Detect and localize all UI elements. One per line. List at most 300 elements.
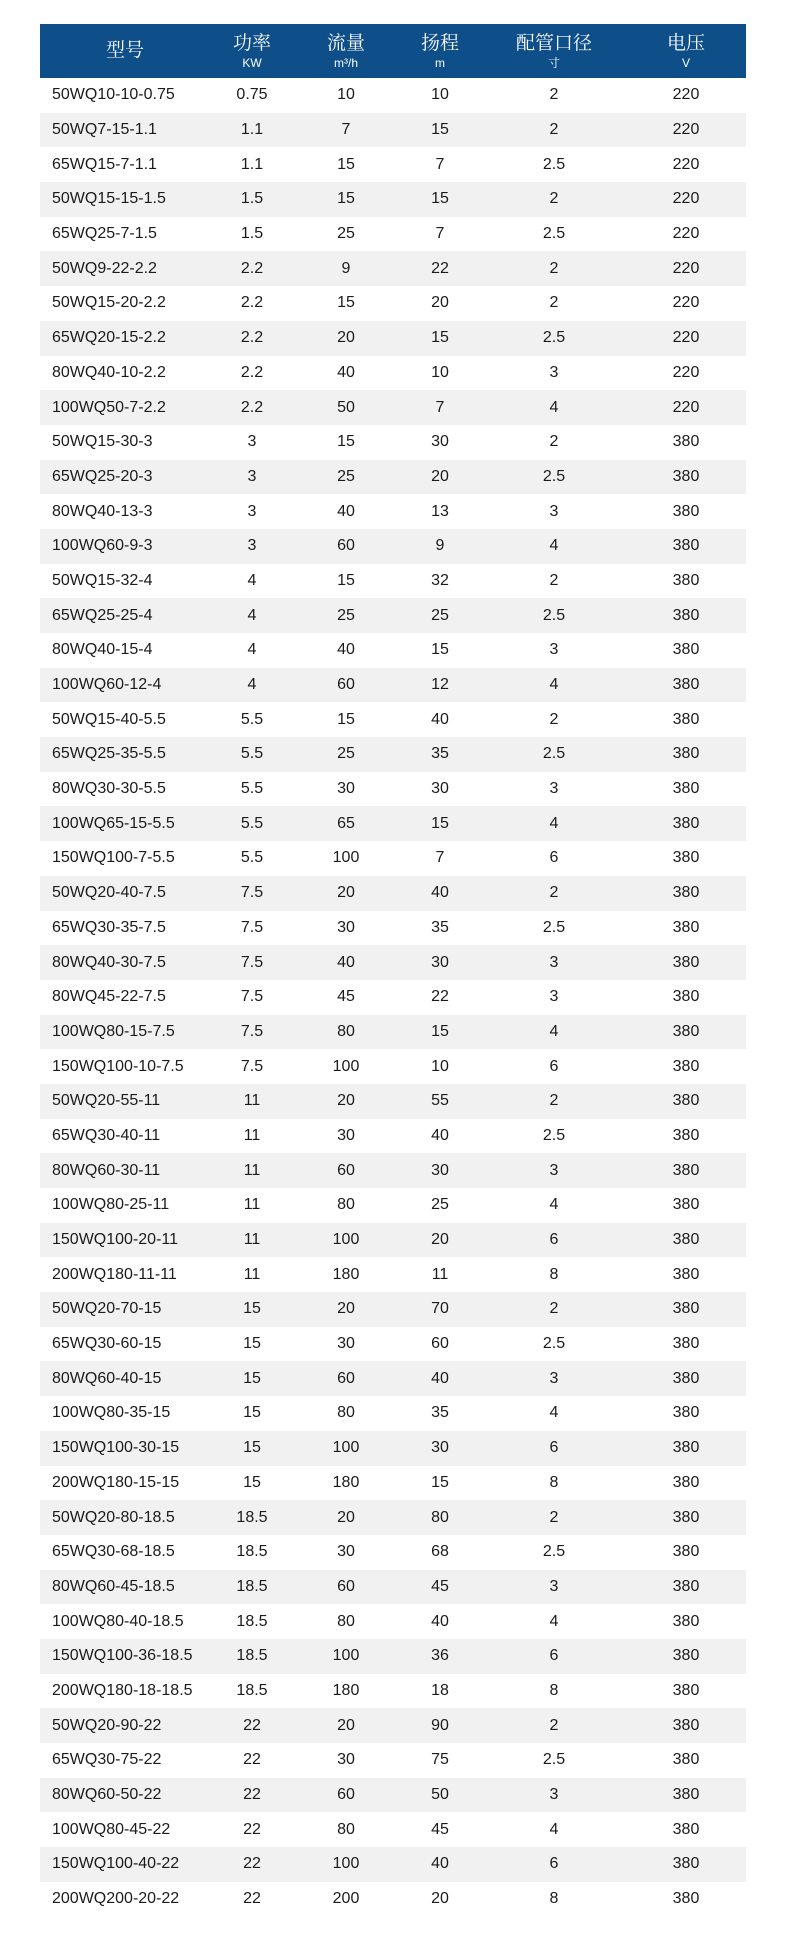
- model-cell: 50WQ20-90-22: [52, 1716, 162, 1734]
- power-cell: 7.5: [240, 918, 264, 936]
- pipe-size-cell: 3: [549, 502, 559, 520]
- pipe-size-cell: 4: [549, 1022, 559, 1040]
- header-head: [398, 24, 482, 78]
- power-cell: 5.5: [240, 814, 264, 832]
- table-row: [40, 841, 746, 876]
- model-cell: 65WQ30-68-18.5: [52, 1543, 175, 1561]
- power-cell: 11: [243, 1265, 261, 1283]
- power-cell: 11: [243, 1196, 261, 1214]
- header-power: [210, 24, 294, 78]
- head-cell: 7: [435, 225, 445, 243]
- voltage-cell: 380: [672, 1439, 700, 1457]
- flow-cell: 30: [337, 1543, 355, 1561]
- table-row: [40, 737, 746, 772]
- power-cell: 22: [243, 1786, 261, 1804]
- head-cell: 7: [435, 849, 445, 867]
- pipe-size-cell: 2: [549, 259, 559, 277]
- power-cell: 18.5: [236, 1612, 268, 1630]
- model-cell: 50WQ20-70-15: [52, 1300, 162, 1318]
- flow-cell: 7: [341, 121, 351, 139]
- voltage-cell: 380: [672, 1231, 700, 1249]
- model-cell: 100WQ80-15-7.5: [52, 1022, 175, 1040]
- pipe-size-cell: 6: [549, 849, 559, 867]
- voltage-cell: 220: [672, 225, 700, 243]
- table-row: [40, 1119, 746, 1154]
- head-cell: 13: [431, 502, 449, 520]
- flow-cell: 20: [337, 1300, 355, 1318]
- flow-cell: 40: [337, 641, 355, 659]
- flow-cell: 10: [337, 86, 355, 104]
- pipe-size-cell: 3: [549, 641, 559, 659]
- head-cell: 15: [431, 641, 449, 659]
- table-row: [40, 1708, 746, 1743]
- power-cell: 22: [243, 1855, 261, 1873]
- table-row: [40, 1015, 746, 1050]
- pipe-size-cell: 2: [549, 294, 559, 312]
- flow-cell: 25: [337, 745, 355, 763]
- power-cell: 4: [247, 676, 257, 694]
- voltage-cell: 380: [672, 710, 700, 728]
- head-cell: 35: [431, 918, 449, 936]
- pipe-size-cell: 8: [549, 1265, 559, 1283]
- head-cell: 15: [431, 121, 449, 139]
- voltage-cell: 380: [672, 1404, 700, 1422]
- power-cell: 4: [247, 606, 257, 624]
- voltage-cell: 380: [672, 1508, 700, 1526]
- model-cell: 200WQ200-20-22: [52, 1890, 180, 1908]
- table-row: [40, 1674, 746, 1709]
- voltage-cell: 380: [672, 571, 700, 589]
- table-row: [40, 1778, 746, 1813]
- flow-cell: 25: [337, 225, 355, 243]
- voltage-cell: 380: [672, 502, 700, 520]
- voltage-cell: 380: [672, 780, 700, 798]
- table-row: [40, 668, 746, 703]
- pipe-size-cell: 2.5: [542, 1126, 566, 1144]
- power-cell: 3: [247, 502, 257, 520]
- model-cell: 65WQ30-40-11: [52, 1126, 161, 1144]
- model-cell: 80WQ40-15-4: [52, 641, 153, 659]
- voltage-cell: 380: [672, 918, 700, 936]
- power-cell: 18.5: [236, 1508, 268, 1526]
- head-cell: 30: [431, 433, 449, 451]
- model-cell: 50WQ9-22-2.2: [52, 259, 157, 277]
- table-row: [40, 1639, 746, 1674]
- head-cell: 90: [431, 1716, 449, 1734]
- model-cell: 80WQ60-40-15: [52, 1369, 162, 1387]
- power-cell: 5.5: [240, 745, 264, 763]
- table-row: [40, 113, 746, 148]
- table-body: [40, 78, 746, 1916]
- power-cell: 15: [243, 1369, 261, 1387]
- table-row: [40, 529, 746, 564]
- head-cell: 15: [431, 1022, 449, 1040]
- power-cell: 4: [247, 641, 257, 659]
- voltage-cell: 380: [672, 1716, 700, 1734]
- voltage-cell: 380: [672, 1126, 700, 1144]
- head-cell: 40: [431, 710, 449, 728]
- flow-cell: 180: [332, 1681, 360, 1699]
- header-head-unit: m: [435, 55, 445, 70]
- head-cell: 40: [431, 884, 449, 902]
- head-cell: 20: [431, 467, 449, 485]
- model-cell: 80WQ60-50-22: [52, 1786, 162, 1804]
- table-row: [40, 1570, 746, 1605]
- voltage-cell: 380: [672, 849, 700, 867]
- model-cell: 80WQ45-22-7.5: [52, 988, 166, 1006]
- head-cell: 25: [431, 606, 449, 624]
- table-row: [40, 1604, 746, 1639]
- voltage-cell: 380: [672, 1335, 700, 1353]
- head-cell: 75: [431, 1751, 449, 1769]
- flow-cell: 20: [337, 1716, 355, 1734]
- voltage-cell: 220: [672, 259, 700, 277]
- table-row: [40, 1535, 746, 1570]
- voltage-cell: 220: [672, 155, 700, 173]
- power-cell: 22: [243, 1820, 261, 1838]
- flow-cell: 80: [337, 1404, 355, 1422]
- voltage-cell: 220: [672, 329, 700, 347]
- table-row: [40, 425, 746, 460]
- flow-cell: 100: [332, 1231, 360, 1249]
- model-cell: 150WQ100-7-5.5: [52, 849, 175, 867]
- flow-cell: 60: [337, 1161, 355, 1179]
- head-cell: 18: [431, 1681, 449, 1699]
- pipe-size-cell: 4: [549, 814, 559, 832]
- table-row: [40, 1743, 746, 1778]
- voltage-cell: 380: [672, 814, 700, 832]
- pipe-size-cell: 2.5: [542, 1335, 566, 1353]
- voltage-cell: 220: [672, 121, 700, 139]
- model-cell: 100WQ80-35-15: [52, 1404, 171, 1422]
- head-cell: 22: [431, 988, 449, 1006]
- head-cell: 50: [431, 1786, 449, 1804]
- pipe-size-cell: 4: [549, 1404, 559, 1422]
- voltage-cell: 380: [672, 1092, 700, 1110]
- model-cell: 200WQ180-15-15: [52, 1473, 180, 1491]
- voltage-cell: 380: [672, 1681, 700, 1699]
- flow-cell: 60: [337, 676, 355, 694]
- model-cell: 80WQ60-30-11: [52, 1161, 161, 1179]
- pipe-size-cell: 4: [549, 1196, 559, 1214]
- table-row: [40, 390, 746, 425]
- pipe-size-cell: 2.5: [542, 918, 566, 936]
- voltage-cell: 380: [672, 1647, 700, 1665]
- header-flow-unit: m³/h: [334, 55, 358, 70]
- pipe-size-cell: 3: [549, 780, 559, 798]
- power-cell: 2.2: [240, 259, 264, 277]
- voltage-cell: 220: [672, 190, 700, 208]
- model-cell: 150WQ100-40-22: [52, 1855, 180, 1873]
- pipe-size-cell: 2.5: [542, 155, 566, 173]
- table-row: [40, 1223, 746, 1258]
- voltage-cell: 380: [672, 1786, 700, 1804]
- flow-cell: 80: [337, 1022, 355, 1040]
- flow-cell: 60: [337, 1786, 355, 1804]
- pipe-size-cell: 6: [549, 1231, 559, 1249]
- voltage-cell: 380: [672, 1057, 700, 1075]
- power-cell: 15: [243, 1300, 261, 1318]
- model-cell: 65WQ20-15-2.2: [52, 329, 166, 347]
- power-cell: 15: [243, 1473, 261, 1491]
- model-cell: 50WQ15-30-3: [52, 433, 153, 451]
- voltage-cell: 380: [672, 537, 700, 555]
- voltage-cell: 380: [672, 884, 700, 902]
- table-row: [40, 251, 746, 286]
- table-row: [40, 1257, 746, 1292]
- head-cell: 30: [431, 780, 449, 798]
- model-cell: 100WQ50-7-2.2: [52, 398, 166, 416]
- pipe-size-cell: 8: [549, 1681, 559, 1699]
- head-cell: 36: [431, 1647, 449, 1665]
- pipe-size-cell: 3: [549, 1786, 559, 1804]
- head-cell: 20: [431, 1231, 449, 1249]
- power-cell: 11: [243, 1231, 261, 1249]
- flow-cell: 15: [337, 571, 355, 589]
- power-cell: 3: [247, 467, 257, 485]
- flow-cell: 30: [337, 1126, 355, 1144]
- voltage-cell: 380: [672, 1369, 700, 1387]
- head-cell: 10: [431, 86, 449, 104]
- voltage-cell: 380: [672, 1161, 700, 1179]
- model-cell: 50WQ7-15-1.1: [52, 121, 157, 139]
- model-cell: 100WQ80-45-22: [52, 1820, 171, 1838]
- pipe-size-cell: 3: [549, 1369, 559, 1387]
- table-row: [40, 598, 746, 633]
- power-cell: 3: [247, 433, 257, 451]
- head-cell: 80: [431, 1508, 449, 1526]
- power-cell: 22: [243, 1751, 261, 1769]
- table-row: [40, 633, 746, 668]
- table-row: [40, 945, 746, 980]
- voltage-cell: 380: [672, 433, 700, 451]
- flow-cell: 60: [337, 537, 355, 555]
- flow-cell: 15: [337, 433, 355, 451]
- table-row: [40, 321, 746, 356]
- model-cell: 50WQ10-10-0.75: [52, 86, 175, 104]
- head-cell: 7: [435, 155, 445, 173]
- pipe-size-cell: 6: [549, 1855, 559, 1873]
- pipe-size-cell: 2.5: [542, 1751, 566, 1769]
- header-pipe-label: 配管口径: [515, 32, 592, 54]
- pump-spec-table: [40, 24, 746, 1916]
- pipe-size-cell: 4: [549, 398, 559, 416]
- head-cell: 35: [431, 745, 449, 763]
- head-cell: 10: [431, 363, 449, 381]
- pipe-size-cell: 4: [549, 537, 559, 555]
- header-power-unit: KW: [242, 55, 262, 70]
- flow-cell: 15: [337, 190, 355, 208]
- voltage-cell: 380: [672, 1820, 700, 1838]
- model-cell: 65WQ30-60-15: [52, 1335, 162, 1353]
- power-cell: 18.5: [236, 1543, 268, 1561]
- voltage-cell: 380: [672, 1855, 700, 1873]
- pipe-size-cell: 2: [549, 1508, 559, 1526]
- flow-cell: 30: [337, 1751, 355, 1769]
- model-cell: 150WQ100-30-15: [52, 1439, 180, 1457]
- power-cell: 1.5: [240, 190, 264, 208]
- power-cell: 15: [243, 1335, 261, 1353]
- voltage-cell: 380: [672, 1612, 700, 1630]
- power-cell: 1.5: [240, 225, 264, 243]
- head-cell: 40: [431, 1612, 449, 1630]
- power-cell: 18.5: [236, 1647, 268, 1665]
- voltage-cell: 380: [672, 467, 700, 485]
- table-row: [40, 1882, 746, 1917]
- voltage-cell: 380: [672, 745, 700, 763]
- model-cell: 100WQ80-25-11: [52, 1196, 170, 1214]
- table-row: [40, 147, 746, 182]
- model-cell: 50WQ15-32-4: [52, 571, 153, 589]
- header-pipe-unit: 寸: [547, 55, 560, 70]
- head-cell: 15: [431, 814, 449, 832]
- header-flow-label: 流量: [326, 32, 365, 54]
- head-cell: 12: [431, 676, 449, 694]
- flow-cell: 50: [337, 398, 355, 416]
- power-cell: 2.2: [240, 398, 264, 416]
- power-cell: 7.5: [240, 1022, 264, 1040]
- flow-cell: 60: [337, 1577, 355, 1595]
- model-cell: 65WQ15-7-1.1: [52, 155, 157, 173]
- flow-cell: 20: [337, 1508, 355, 1526]
- power-cell: 1.1: [240, 121, 264, 139]
- table-row: [40, 564, 746, 599]
- header-model: [40, 24, 210, 78]
- head-cell: 40: [431, 1126, 449, 1144]
- header-row: [40, 24, 746, 78]
- power-cell: 7.5: [240, 953, 264, 971]
- pipe-size-cell: 2.5: [542, 467, 566, 485]
- model-cell: 150WQ100-20-11: [52, 1231, 178, 1249]
- head-cell: 40: [431, 1855, 449, 1873]
- voltage-cell: 380: [672, 988, 700, 1006]
- pipe-size-cell: 3: [549, 1577, 559, 1595]
- model-cell: 50WQ20-80-18.5: [52, 1508, 175, 1526]
- voltage-cell: 380: [672, 1473, 700, 1491]
- table-row: [40, 1153, 746, 1188]
- head-cell: 70: [431, 1300, 449, 1318]
- flow-cell: 180: [332, 1265, 360, 1283]
- pipe-size-cell: 6: [549, 1439, 559, 1457]
- pipe-size-cell: 6: [549, 1647, 559, 1665]
- flow-cell: 30: [337, 918, 355, 936]
- flow-cell: 25: [337, 467, 355, 485]
- table-row: [40, 1084, 746, 1119]
- head-cell: 45: [431, 1577, 449, 1595]
- model-cell: 100WQ60-9-3: [52, 537, 153, 555]
- model-cell: 65WQ30-35-7.5: [52, 918, 166, 936]
- header-power-label: 功率: [232, 32, 271, 54]
- pipe-size-cell: 2: [549, 190, 559, 208]
- head-cell: 30: [431, 1161, 449, 1179]
- head-cell: 60: [431, 1335, 449, 1353]
- voltage-cell: 380: [672, 1022, 700, 1040]
- model-cell: 200WQ180-18-18.5: [52, 1681, 193, 1699]
- pipe-size-cell: 2.5: [542, 1543, 566, 1561]
- table-row: [40, 217, 746, 252]
- power-cell: 18.5: [236, 1681, 268, 1699]
- power-cell: 5.5: [240, 849, 264, 867]
- table-row: [40, 1292, 746, 1327]
- flow-cell: 65: [337, 814, 355, 832]
- head-cell: 68: [431, 1543, 449, 1561]
- voltage-cell: 380: [672, 606, 700, 624]
- table-row: [40, 1361, 746, 1396]
- head-cell: 15: [431, 1473, 449, 1491]
- power-cell: 18.5: [236, 1577, 268, 1595]
- table-header: [40, 24, 746, 78]
- flow-cell: 15: [337, 710, 355, 728]
- model-cell: 50WQ20-55-11: [52, 1092, 161, 1110]
- model-cell: 80WQ40-30-7.5: [52, 953, 166, 971]
- flow-cell: 80: [337, 1196, 355, 1214]
- header-model-label: 型号: [105, 40, 144, 61]
- model-cell: 80WQ30-30-5.5: [52, 780, 166, 798]
- model-cell: 65WQ25-7-1.5: [52, 225, 157, 243]
- table-row: [40, 1466, 746, 1501]
- flow-cell: 40: [337, 502, 355, 520]
- table-row: [40, 1847, 746, 1882]
- head-cell: 15: [431, 190, 449, 208]
- head-cell: 25: [431, 1196, 449, 1214]
- pipe-size-cell: 3: [549, 1161, 559, 1179]
- pipe-size-cell: 2: [549, 121, 559, 139]
- table-row: [40, 911, 746, 946]
- flow-cell: 20: [337, 1092, 355, 1110]
- flow-cell: 100: [332, 1647, 360, 1665]
- voltage-cell: 220: [672, 363, 700, 381]
- head-cell: 45: [431, 1820, 449, 1838]
- pipe-size-cell: 4: [549, 1820, 559, 1838]
- pipe-size-cell: 2: [549, 571, 559, 589]
- power-cell: 0.75: [236, 86, 268, 104]
- pipe-size-cell: 3: [549, 988, 559, 1006]
- pipe-size-cell: 3: [549, 363, 559, 381]
- table-row: [40, 286, 746, 321]
- power-cell: 11: [243, 1092, 261, 1110]
- pipe-size-cell: 2.5: [542, 745, 566, 763]
- head-cell: 30: [431, 1439, 449, 1457]
- head-cell: 7: [435, 398, 445, 416]
- pipe-size-cell: 4: [549, 1612, 559, 1630]
- head-cell: 40: [431, 1369, 449, 1387]
- header-voltage: [626, 24, 746, 78]
- table-row: [40, 494, 746, 529]
- flow-cell: 180: [332, 1473, 360, 1491]
- head-cell: 11: [431, 1265, 449, 1283]
- table-row: [40, 78, 746, 113]
- power-cell: 7.5: [240, 884, 264, 902]
- model-cell: 65WQ30-75-22: [52, 1751, 162, 1769]
- power-cell: 11: [243, 1161, 261, 1179]
- table-row: [40, 1500, 746, 1535]
- power-cell: 22: [243, 1890, 261, 1908]
- table-row: [40, 980, 746, 1015]
- head-cell: 32: [431, 571, 449, 589]
- pipe-size-cell: 2: [549, 884, 559, 902]
- power-cell: 2.2: [240, 294, 264, 312]
- power-cell: 3: [247, 537, 257, 555]
- pipe-size-cell: 2.5: [542, 225, 566, 243]
- model-cell: 65WQ25-35-5.5: [52, 745, 166, 763]
- header-head-label: 扬程: [420, 32, 459, 54]
- head-cell: 10: [431, 1057, 449, 1075]
- power-cell: 15: [243, 1439, 261, 1457]
- voltage-cell: 220: [672, 294, 700, 312]
- flow-cell: 60: [337, 1369, 355, 1387]
- flow-cell: 15: [337, 155, 355, 173]
- pipe-size-cell: 2.5: [542, 606, 566, 624]
